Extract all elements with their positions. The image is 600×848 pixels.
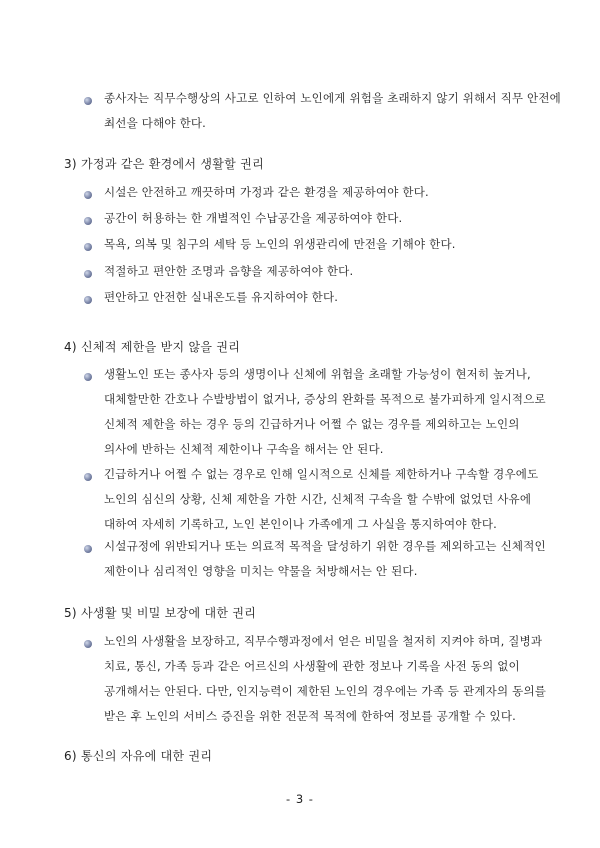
item-line: 공간이 허용하는 한 개별적인 수납공간을 제공하여야 한다. <box>104 211 403 225</box>
item-line: 받은 후 노인의 서비스 증진을 위한 전문적 목적에 한하여 정보를 공개할 수 있다. <box>104 709 517 723</box>
section-heading: 5) 사생활 및 비밀 보장에 대한 권리 <box>64 606 257 620</box>
bullet-icon <box>84 243 92 251</box>
item-line: 최선을 다해야 한다. <box>104 116 207 130</box>
item-line: 목욕, 의복 및 침구의 세탁 등 노인의 위생관리에 만전을 기해야 한다. <box>104 237 456 251</box>
item-line: 의사에 반하는 신체적 제한이나 구속을 해서는 안 된다. <box>104 442 384 456</box>
item-line: 종사자는 직무수행상의 사고로 인하여 노인에게 위험을 초래하지 않기 위해서 직무 안전에 <box>104 91 561 105</box>
bullet-icon <box>84 373 92 381</box>
item-line: 노인의 사생활을 보장하고, 직무수행과정에서 얻은 비밀을 철저히 지켜야 하며, 질병과 <box>104 634 543 648</box>
item-line: 공개해서는 안된다. 다만, 인지능력이 제한된 노인의 경우에는 가족 등 관계자의 동의를 <box>104 684 547 698</box>
section-heading: 3) 가정과 같은 환경에서 생활할 권리 <box>64 157 264 171</box>
item-line: 적절하고 편안한 조명과 음향을 제공하여야 한다. <box>104 264 354 278</box>
item-line: 대체할만한 간호나 수발방법이 없거나, 증상의 완화를 목적으로 불가피하게 일시적으로 <box>104 392 546 406</box>
item-line: 시설규정에 위반되거나 또는 의료적 목적을 달성하기 위한 경우를 제외하고는 신체적인 <box>104 539 546 553</box>
bullet-icon <box>84 270 92 278</box>
item-line: 신체적 제한을 하는 경우 등의 긴급하거나 어쩔 수 없는 경우를 제외하고는 노인의 <box>104 417 520 431</box>
bullet-icon <box>84 545 92 553</box>
item-line: 노인의 심신의 상황, 신체 제한을 가한 시간, 신체적 구속을 할 수밖에 없었던 사유에 <box>104 492 532 506</box>
bullet-icon <box>84 296 92 304</box>
item-line: 편안하고 안전한 실내온도를 유지하여야 한다. <box>104 290 339 304</box>
item-line: 생활노인 또는 종사자 등의 생명이나 신체에 위험을 초래할 가능성이 현저히 높거나, <box>104 367 531 381</box>
item-line: 시설은 안전하고 깨끗하며 가정과 같은 환경을 제공하여야 한다. <box>104 185 429 199</box>
item-line: 긴급하거나 어쩔 수 없는 경우로 인해 일시적으로 신체를 제한하거나 구속할 경우에도 <box>104 467 539 481</box>
bullet-icon <box>84 640 92 648</box>
item-line: 대하여 자세히 기록하고, 노인 본인이나 가족에게 그 사실을 통지하여야 한다. <box>104 517 497 531</box>
item-line: 제한이나 심리적인 영향을 미치는 약물을 처방해서는 안 된다. <box>104 564 418 578</box>
bullet-icon <box>84 97 92 105</box>
bullet-icon <box>84 217 92 225</box>
section-heading: 4) 신체적 제한을 받지 않을 권리 <box>64 340 241 354</box>
page-number: - 3 - <box>286 792 314 806</box>
section-heading: 6) 통신의 자유에 대한 권리 <box>64 749 213 763</box>
item-line: 치료, 통신, 가족 등과 같은 어르신의 사생활에 관한 정보나 기록을 사전 동의 없이 <box>104 659 520 673</box>
bullet-icon <box>84 473 92 481</box>
bullet-icon <box>84 191 92 199</box>
